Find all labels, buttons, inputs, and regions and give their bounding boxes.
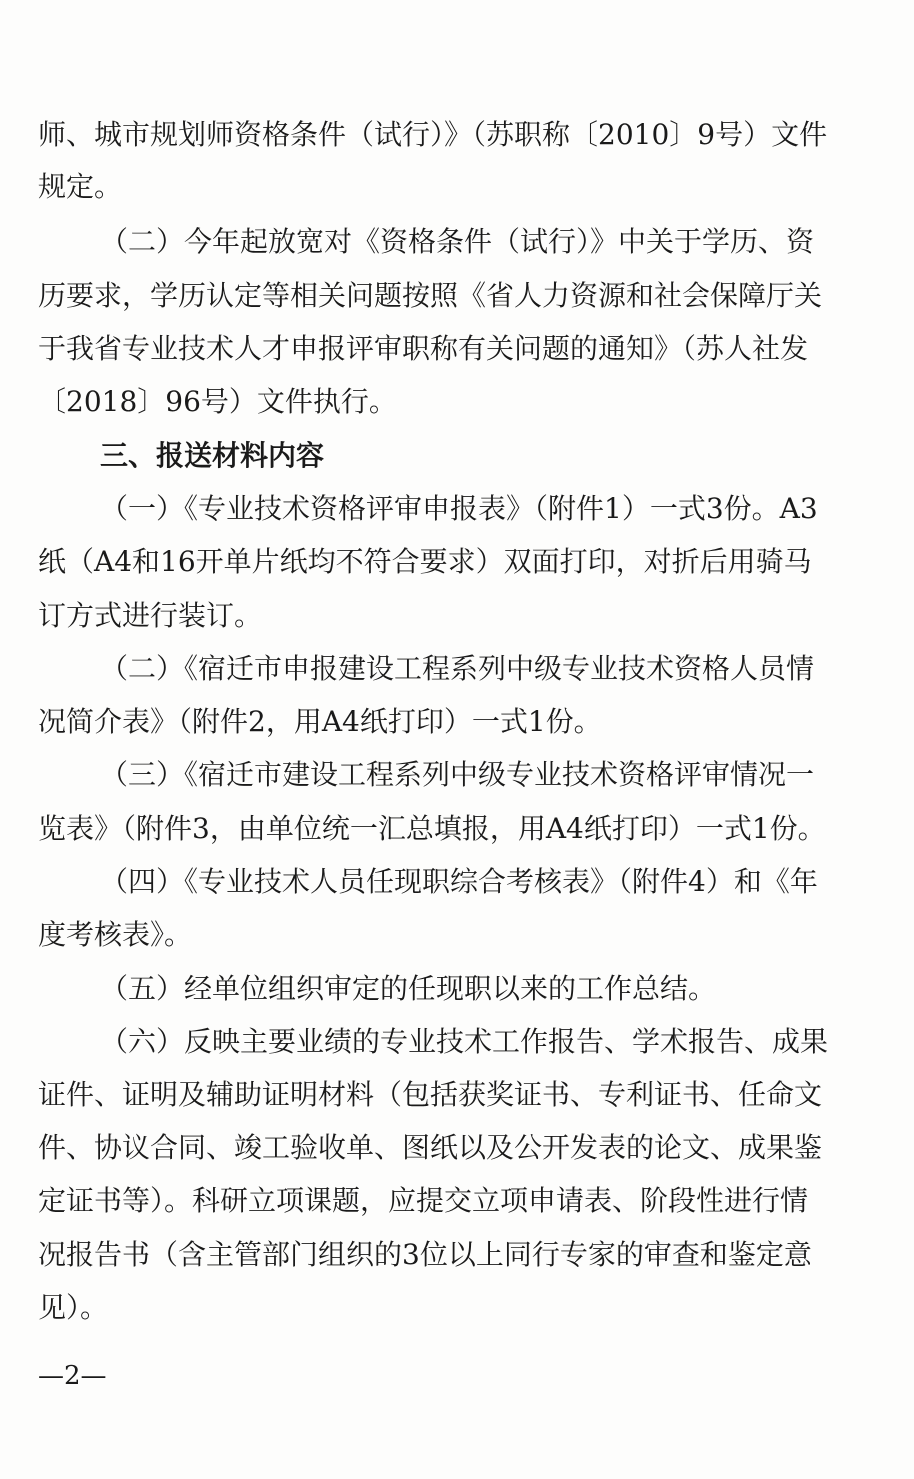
text-line: 况报告书（含主管部门组织的3位以上同行专家的审查和鉴定意	[38, 1238, 812, 1271]
text-line: 览表》（附件3，由单位统一汇总填报，用A4纸打印）一式1份。	[38, 812, 826, 845]
section-heading: 三、报送材料内容	[100, 439, 325, 472]
text-line: 证件、证明及辅助证明材料（包括获奖证书、专利证书、任命文	[38, 1078, 823, 1111]
text-line: 师、城市规划师资格条件（试行）》（苏职称〔2010〕9号）文件	[38, 118, 828, 151]
text-line: （五）经单位组织审定的任现职以来的工作总结。	[100, 972, 717, 1005]
text-line: （二）今年起放宽对《资格条件（试行）》中关于学历、资	[100, 225, 815, 258]
text-line: （四）《专业技术人员任现职综合考核表》（附件4）和《年	[100, 865, 818, 898]
page-number: —2—	[38, 1361, 107, 1391]
text-line: 历要求，学历认定等相关问题按照《省人力资源和社会保障厅关	[38, 279, 823, 312]
text-line: 订方式进行装订。	[38, 599, 263, 632]
text-line: 纸（A4和16开单片纸均不符合要求）双面打印，对折后用骑马	[38, 545, 812, 578]
text-line: （三）《宿迁市建设工程系列中级专业技术资格评审情况一	[100, 758, 815, 791]
text-line: 见）。	[38, 1291, 109, 1324]
text-line: （六）反映主要业绩的专业技术工作报告、学术报告、成果	[100, 1025, 829, 1058]
text-line: 于我省专业技术人才申报评审职称有关问题的通知》（苏人社发	[38, 332, 809, 365]
text-line: 〔2018〕96号）文件执行。	[38, 385, 397, 418]
text-line: 件、协议合同、竣工验收单、图纸以及公开发表的论文、成果鉴	[38, 1131, 823, 1164]
text-line: （二）《宿迁市申报建设工程系列中级专业技术资格人员情	[100, 652, 815, 685]
text-line: 规定。	[38, 170, 123, 203]
text-line: （一）《专业技术资格评审申报表》（附件1）一式3份。A3	[100, 492, 818, 525]
text-line: 定证书等）。科研立项课题，应提交立项申请表、阶段性进行情	[38, 1184, 809, 1217]
text-line: 度考核表》。	[38, 918, 193, 951]
text-line: 况简介表》（附件2，用A4纸打印）一式1份。	[38, 705, 602, 738]
